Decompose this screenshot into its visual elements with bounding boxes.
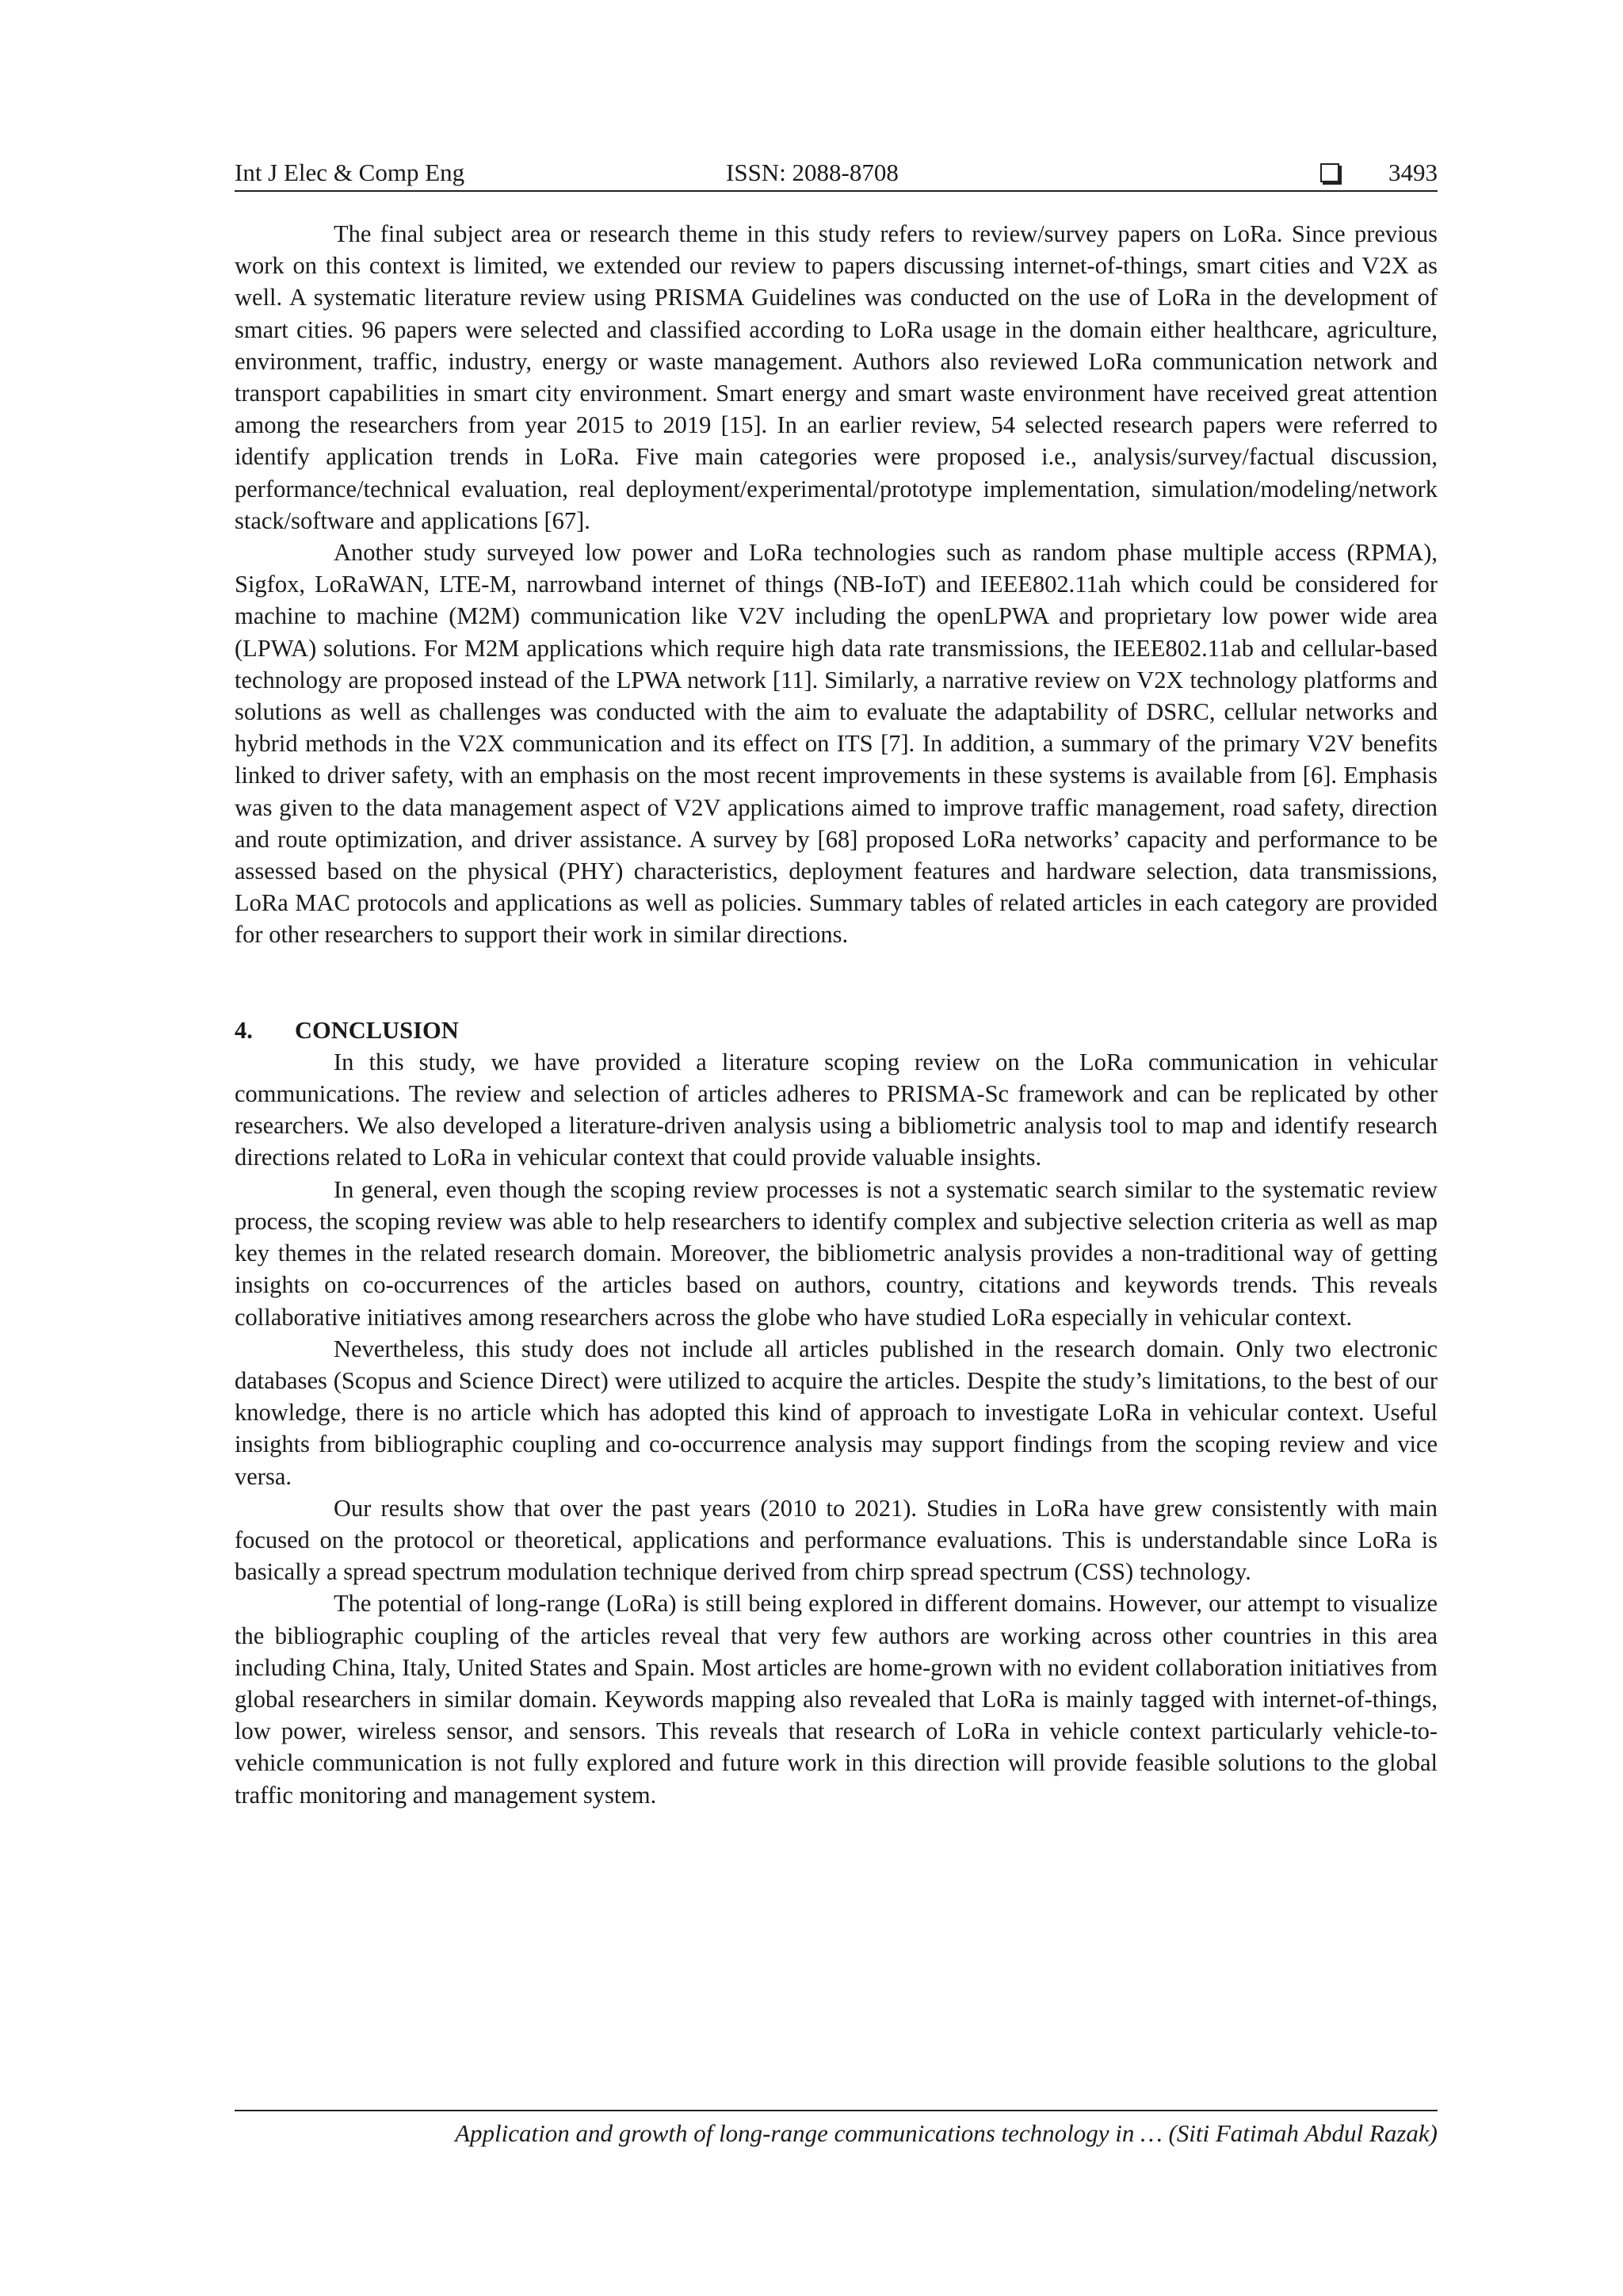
running-footer <box>235 2110 1438 2151</box>
section-heading <box>235 1014 1438 1046</box>
running-header <box>235 155 1438 192</box>
body-text <box>235 218 1438 1811</box>
box-bullet-icon <box>1320 163 1339 182</box>
paragraph: Our results show that over the past years (2010 to 2021). Studies in LoRa have grew consistently with main focused on the protocol or theoretical, applications and performance evaluations. This is understandable since LoRa is basically a spread spectrum modulation technique derived from chirp spread spectrum (CSS) technology. <box>235 1494 1438 1586</box>
paragraph: In general, even though the scoping review processes is not a systematic search similar to the systematic review process, the scoping review was able to help researchers to identify complex and subjective selection criteria as well as map key themes in the related research domain. Moreover, the bibliometric analysis provides a non-traditional way of getting insights on co-occurrences of the articles based on authors, country, citations and keywords trends. This reveals collaborative initiatives among researchers across the globe who have studied LoRa especially in vehicular context. <box>235 1175 1438 1331</box>
paragraph: Another study surveyed low power and LoRa technologies such as random phase multiple access (RPMA), Sigfox, LoRaWAN, LTE-M, narrowband internet of things (NB-IoT) and IEEE802.11ah which could be considered for machine to machine (M2M) communication like V2V including the openLPWA and proprietary low power wide area (LPWA) solutions. For M2M applications which require high data rate transmissions, the IEEE802.11ab and cellular-based technology are proposed instead of the LPWA network [11]. Similarly, a narrative review on V2X technology platforms and solutions as well as challenges was conducted with the aim to evaluate the adaptability of DSRC, cellular networks and hybrid methods in the V2X communication and its effect on ITS [7]. In addition, a summary of the primary V2V benefits linked to driver safety, with an emphasis on the most recent improvements in these systems is available from [6]. Emphasis was given to the data management aspect of V2V applications aimed to improve traffic management, road safety, direction and route optimization, and driver assistance. A survey by [68] proposed LoRa networks’ capacity and performance to be assessed based on the physical (PHY) characteristics, deployment features and hardware selection, data transmissions, LoRa MAC protocols and applications as well as policies. Summary tables of related articles in each category are provided for other researchers to support their work in similar directions. <box>235 539 1438 949</box>
paragraph: The potential of long-range (LoRa) is still being explored in different domains. However, our attempt to visualize the bibliographic coupling of the articles reveal that very few authors are working across other countries in this area including China, Italy, United States and Spain. Most articles are home-grown with no evident collaboration initiatives from global researchers in similar domain. Keywords mapping also revealed that LoRa is mainly tagged with internet-of-things, low power, wireless sensor, and sensors. This reveals that research of LoRa in vehicle context particularly vehicle-to-vehicle communication is not fully explored and future work in this direction will provide feasible solutions to the global traffic monitoring and management system. <box>235 1590 1438 1809</box>
page-number: 3493 <box>1388 159 1438 186</box>
issn-label: ISSN: 2088-8708 <box>726 159 899 186</box>
paragraph: The final subject area or research theme in this study refers to review/survey papers on LoRa. Since previous work on this context is limited, we extended our review to papers discussing internet-of-things, smart cities and V2X as well. A systematic literature review using PRISMA Guidelines was conducted on the use of LoRa in the development of smart cities. 96 papers were selected and classified according to LoRa usage in the domain either healthcare, agriculture, environment, traffic, industry, energy or waste management. Authors also reviewed LoRa communication network and transport capabilities in smart city environment. Smart energy and smart waste environment have received great attention among the researchers from year 2015 to 2019 [15]. In an earlier review, 54 selected research papers were referred to identify application trends in LoRa. Five main categories were proposed i.e., analysis/survey/factual discussion, performance/technical evaluation, real deployment/experimental/prototype implementation, simulation/modeling/network stack/software and applications [67]. <box>235 220 1438 534</box>
footer-citation: Application and growth of long-range communications technology in … (Siti Fatimah Abdul Razak) <box>455 2119 1438 2147</box>
paragraph: Nevertheless, this study does not include all articles published in the research domain. Only two electronic databases (Scopus and Science Direct) were utilized to acquire the articles. Despite the study’s limitations, to the best of our knowledge, there is no article which has adopted this kind of approach to investigate LoRa in vehicular context. Useful insights from bibliographic coupling and co-occurrence analysis may support findings from the scoping review and vice versa. <box>235 1335 1438 1490</box>
journal-name: Int J Elec & Comp Eng <box>235 159 465 186</box>
paragraph: In this study, we have provided a literature scoping review on the LoRa communication in vehicular communications. The review and selection of articles adheres to PRISMA-Sc framework and can be replicated by other researchers. We also developed a literature-driven analysis using a bibliometric analysis tool to map and identify research directions related to LoRa in vehicular context that could provide valuable insights. <box>235 1048 1438 1171</box>
section-title: CONCLUSION <box>295 1016 459 1044</box>
section-number: 4. <box>235 1016 253 1044</box>
